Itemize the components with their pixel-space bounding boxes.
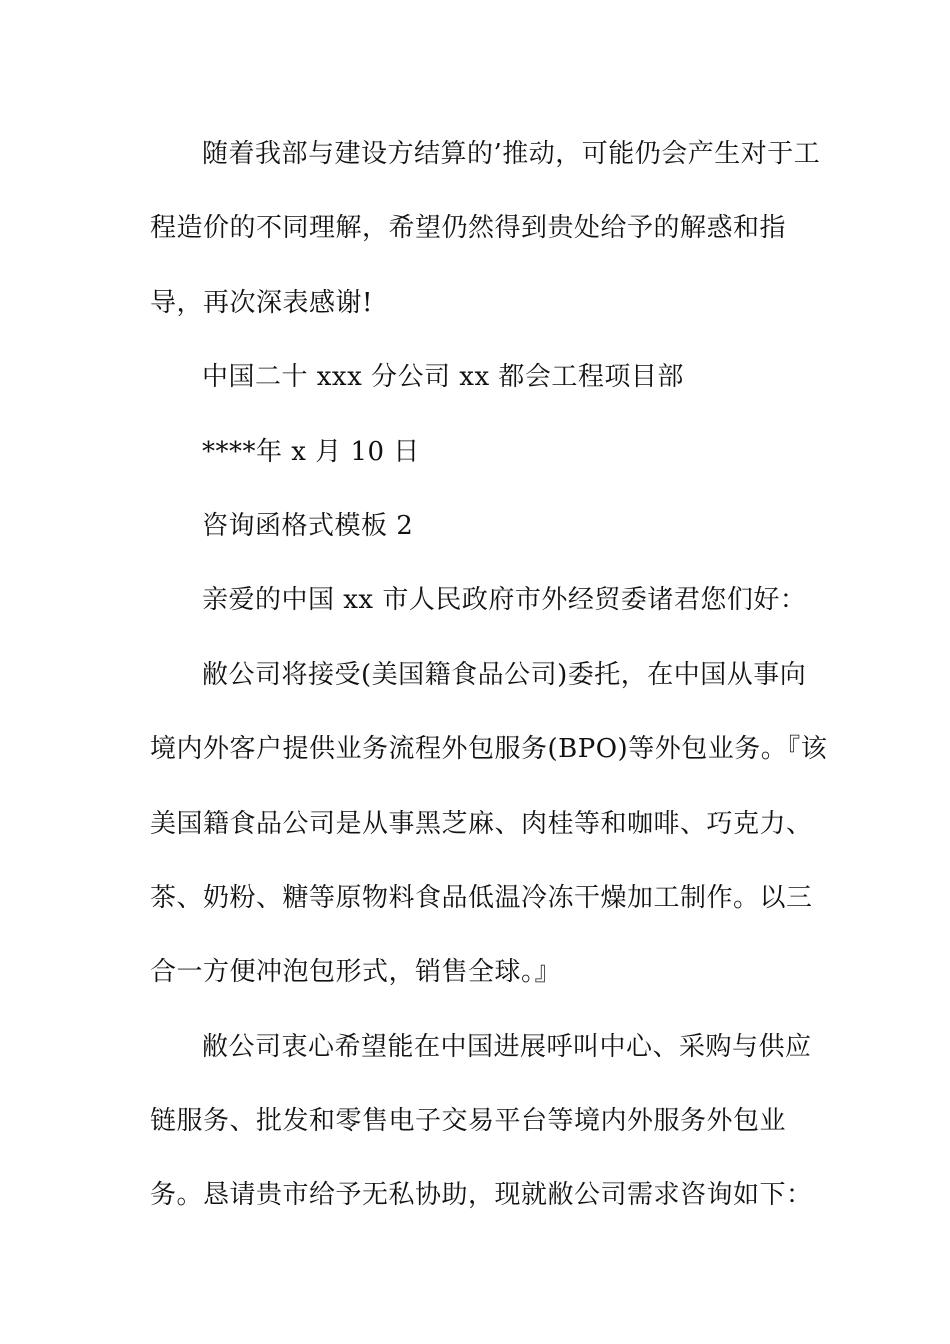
- text-line: 美国籍食品公司是从事黑芝麻、肉桂等和咖啡、巧克力、: [150, 808, 813, 839]
- text-line: 茶、奶粉、糖等原物料食品低温冷冻干燥加工制作。以三: [150, 882, 813, 913]
- text-line: 务。恳请贵市给予无私协助，现就敝公司需求咨询如下：: [150, 1180, 813, 1211]
- text-line: 中国二十 xxx 分公司 xx 都会工程项目部: [202, 362, 684, 393]
- text-line: 链服务、批发和零售电子交易平台等境内外服务外包业: [150, 1106, 787, 1137]
- text-line: 敝公司将接受(美国籍食品公司)委托，在中国从事向: [202, 659, 807, 690]
- text-line: 合一方便冲泡包形式，销售全球。』: [150, 957, 562, 988]
- text-line: 随着我部与建设方结算的’推动，可能仍会产生对于工: [202, 139, 821, 169]
- text-line: 程造价的不同理解，希望仍然得到贵处给予的解惑和指: [150, 213, 787, 244]
- text-line: 亲爱的中国 xx 市人民政府市外经贸委诸君您们好：: [202, 585, 807, 616]
- text-line: 境内外客户提供业务流程外包服务(BPO)等外包业务。『该: [150, 734, 828, 765]
- document-body: [150, 124, 828, 1240]
- text-line: 敝公司衷心希望能在中国进展呼叫中心、采购与供应: [202, 1031, 812, 1062]
- text-line: 咨询函格式模板 2: [202, 510, 414, 541]
- text-line: 导，再次深表感谢!: [150, 287, 373, 318]
- text-line: ****年 x 月 10 日: [202, 436, 420, 467]
